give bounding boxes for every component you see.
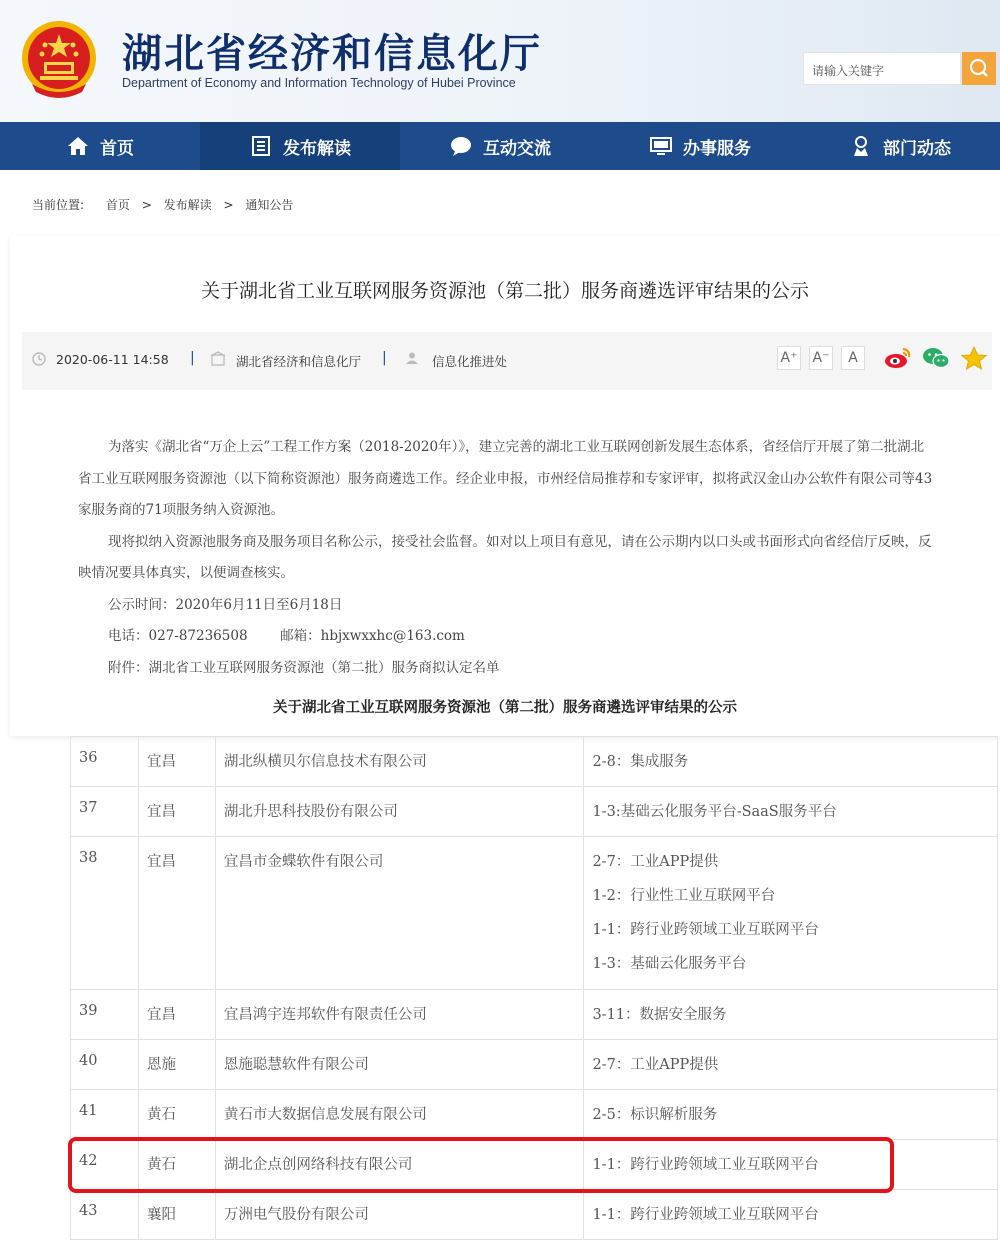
row-company: 湖北纵横贝尔信息技术有限公司: [215, 737, 584, 787]
row-company: 恩施聪慧软件有限公司: [215, 1040, 584, 1090]
table-row: [71, 737, 998, 787]
table-row: [71, 1190, 998, 1240]
breadcrumb-home[interactable]: 首页: [105, 198, 130, 212]
table-row: [71, 787, 998, 837]
article-card: [10, 236, 1000, 736]
table-caption: 关于湖北省工业互联网服务资源池（第二批）服务商遴选评审结果的公示: [273, 700, 737, 716]
row-city: 宜昌: [138, 787, 215, 837]
row-city: 黄石: [138, 1140, 215, 1190]
table-row: [71, 1040, 998, 1090]
service-item: 1-1：跨行业跨领域工业互联网平台: [592, 1207, 819, 1223]
article-date: 2020-06-11 14:58: [56, 352, 169, 367]
row-number: 41: [71, 1090, 139, 1140]
service-item: 2-7：工业APP提供: [592, 1057, 719, 1073]
table-row: [71, 1090, 998, 1140]
row-company: 湖北升思科技股份有限公司: [215, 787, 584, 837]
nav-item-services[interactable]: [600, 122, 800, 170]
meta-separator: |: [382, 350, 387, 366]
row-services: [584, 1190, 998, 1240]
site-subtitle: Department of Economy and Information Technology of Hubei Province: [122, 76, 516, 90]
service-item: 1-3：基础云化服务平台: [592, 956, 747, 972]
article-paragraph: 现将拟纳入资源池服务商及服务项目名称公示，接受社会监督。如对以上项目有意见，请在公示期内以口头或书面形式向省经信厅反映，反映情况要具体真实，以便调查核实。: [78, 533, 932, 581]
nav-item-interaction[interactable]: [400, 122, 600, 170]
service-item: 1-1：跨行业跨领域工业互联网平台: [592, 922, 819, 938]
breadcrumb-separator: >: [223, 198, 234, 212]
row-number: 37: [71, 787, 139, 837]
site-header: [0, 0, 1000, 122]
row-services: [584, 990, 998, 1040]
notice-period: 公示时间：2020年6月11日至6月18日: [108, 596, 343, 613]
row-company: 湖北企点创网络科技有限公司: [215, 1140, 584, 1190]
monitor-icon: [649, 134, 673, 158]
row-services: [584, 787, 998, 837]
meta-separator: |: [190, 350, 195, 366]
search-input[interactable]: 请输入关键字: [803, 52, 961, 85]
row-services: [584, 1040, 998, 1090]
font-increase-button[interactable]: A⁺: [777, 346, 801, 370]
nav-item-home[interactable]: [0, 122, 200, 170]
row-services: [584, 1090, 998, 1140]
breadcrumb-prefix: 当前位置:: [32, 198, 85, 212]
article-meta-bar: [22, 332, 992, 390]
service-item: 2-5：标识解析服务: [592, 1107, 718, 1123]
breadcrumb-publish[interactable]: 发布解读: [163, 198, 212, 212]
wechat-share-icon[interactable]: [922, 346, 950, 370]
chat-bubble-icon: [449, 134, 473, 158]
nav-label: 发布解读: [283, 138, 351, 159]
row-city: 宜昌: [138, 737, 215, 787]
article-department: 信息化推进处: [432, 354, 508, 369]
person-icon: [849, 134, 873, 158]
home-icon: [66, 134, 90, 158]
row-company: 万洲电气股份有限公司: [215, 1190, 584, 1240]
breadcrumb-notice[interactable]: 通知公告: [245, 198, 294, 212]
row-company: 宜昌鸿宇连邦软件有限责任公司: [215, 990, 584, 1040]
row-company: 宜昌市金蝶软件有限公司: [215, 837, 584, 990]
row-number: 42: [71, 1140, 139, 1190]
contact-line: [78, 621, 934, 653]
row-number: 39: [71, 990, 139, 1040]
table-row: [71, 990, 998, 1040]
row-city: 宜昌: [138, 837, 215, 990]
row-services: [584, 737, 998, 787]
attachment-link[interactable]: 附件：湖北省工业互联网服务资源池（第二批）服务商拟认定名单: [108, 659, 500, 676]
document-icon: [249, 134, 273, 158]
main-nav: [0, 122, 1000, 170]
user-icon: [405, 351, 419, 365]
site-title: 湖北省经济和信息化厅: [122, 30, 542, 77]
nav-item-publish[interactable]: [200, 122, 400, 170]
nav-item-department-news[interactable]: [800, 122, 1000, 170]
article-title: 关于湖北省工业互联网服务资源池（第二批）服务商遴选评审结果的公示: [200, 280, 809, 302]
building-icon: [210, 351, 226, 366]
table-row: [71, 837, 998, 990]
service-item: 1-1：跨行业跨领域工业互联网平台: [592, 1157, 819, 1173]
nav-label: 部门动态: [883, 138, 951, 159]
clock-icon: [32, 352, 46, 366]
row-city: 襄阳: [138, 1190, 215, 1240]
service-item: 3-11：数据安全服务: [592, 1007, 727, 1023]
search-icon: [962, 52, 996, 85]
article-paragraph: 为落实《湖北省“万企上云”工程工作方案（2018-2020年）》，建立完善的湖北工业互联网创新发展生态体系，省经信厅开展了第二批湖北省工业互联网服务资源池（以下简称资源池）服务商遴选工作。经企业申报，市州经信局推荐和专家评审，拟将武汉金山办公软件有限公司等43家服务商的71项服务纳入资源池。: [78, 439, 933, 518]
contact-email[interactable]: 邮箱：hbjxwxxhc@163.com: [280, 628, 465, 644]
service-item: 2-8：集成服务: [592, 754, 689, 770]
row-number: 36: [71, 737, 139, 787]
nav-label: 互动交流: [483, 138, 551, 159]
nav-label: 首页: [100, 138, 134, 159]
breadcrumb: [32, 196, 301, 213]
highlight-box: [68, 1137, 894, 1193]
row-city: 黄石: [138, 1090, 215, 1140]
service-item: 1-3:基础云化服务平台-SaaS服务平台: [592, 804, 837, 820]
row-city: 宜昌: [138, 990, 215, 1040]
font-reset-button[interactable]: A: [841, 346, 865, 370]
service-item: 1-2：行业性工业互联网平台: [592, 888, 776, 904]
service-item: 2-7：工业APP提供: [592, 854, 719, 870]
row-services: [584, 837, 998, 990]
row-number: 43: [71, 1190, 139, 1240]
search-button[interactable]: [962, 52, 996, 85]
font-decrease-button[interactable]: A⁻: [809, 346, 833, 370]
row-company: 黄石市大数据信息发展有限公司: [215, 1090, 584, 1140]
article-source: 湖北省经济和信息化厅: [236, 354, 362, 369]
row-number: 38: [71, 837, 139, 990]
row-city: 恩施: [138, 1040, 215, 1090]
row-number: 40: [71, 1040, 139, 1090]
nav-label: 办事服务: [683, 138, 751, 159]
article-body: [78, 432, 934, 684]
contact-phone: 电话：027-87236508: [108, 628, 248, 644]
national-emblem-icon: [20, 18, 98, 102]
weibo-share-icon[interactable]: [884, 346, 912, 370]
breadcrumb-separator: >: [141, 198, 152, 212]
favorite-star-icon[interactable]: [960, 346, 988, 370]
